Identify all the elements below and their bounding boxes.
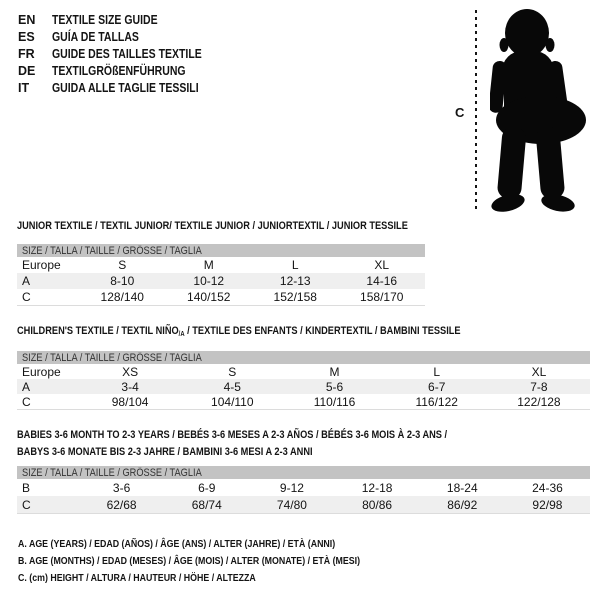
size-cell: 98/104	[111, 394, 149, 409]
table-row	[17, 273, 425, 289]
table-grid	[17, 466, 590, 514]
height-label-c: C	[455, 105, 465, 120]
row-label: C	[22, 497, 31, 512]
table-title-text	[17, 444, 313, 461]
title-segment: / TEXTILE DES ENFANTS / KINDERTEXTIL / BAMBINI TESSILE	[184, 325, 461, 337]
table-subheader-bar	[17, 466, 590, 479]
language-row	[18, 12, 230, 29]
size-cell: M	[203, 258, 214, 272]
language-row	[18, 46, 230, 63]
size-cell: 5-6	[325, 379, 344, 394]
table-grid	[17, 351, 590, 410]
title-segment: BABIES 3-6 MONTH TO 2-3 YEARS / BEBÉS 3-6 MESES A 2-3 AÑOS / BÉBÉS 3-6 MOIS À 2-3 ANS /	[17, 429, 448, 441]
table-subheader: SIZE / TALLA / TAILLE / GRÖSSE / TAGLIA	[22, 466, 202, 479]
height-dashed-line	[475, 10, 477, 213]
size-cell: 4-5	[223, 379, 241, 394]
table-row	[17, 379, 590, 394]
table-title	[17, 427, 590, 461]
size-cell: 14-16	[366, 274, 398, 288]
size-cell: XL	[374, 258, 390, 272]
row-label: B	[22, 480, 31, 495]
row-label: A	[22, 274, 31, 288]
title-segment: CHILDREN'S TEXTILE / TEXTIL NIÑO	[17, 325, 179, 337]
title-segment: JUNIOR TEXTILE / TEXTIL JUNIOR/ TEXTILE JUNIOR / JUNIORTEXTIL / JUNIOR TESSILE	[17, 220, 408, 232]
language-code: FR	[18, 47, 35, 61]
size-cell: 158/170	[360, 290, 404, 304]
language-row	[18, 29, 230, 46]
subscript-text: /A	[178, 331, 185, 338]
size-cell: 74/80	[276, 497, 307, 512]
size-cell: 8-10	[110, 274, 135, 288]
footnote-text: B. AGE (MONTHS) / EDAD (MESES) / ÂGE (MOIS) / ALTER (MONATE) / ETÀ (MESI)	[18, 555, 361, 567]
language-code: EN	[18, 13, 36, 27]
size-cell: 140/152	[187, 290, 231, 304]
size-cell: 86/92	[447, 497, 478, 512]
footnote	[18, 570, 425, 587]
size-cell: 18-24	[446, 480, 478, 495]
size-cell: XS	[122, 364, 139, 379]
footnote	[18, 536, 425, 553]
size-table-babies	[17, 427, 590, 514]
size-cell: S	[228, 364, 237, 379]
table-rows	[17, 257, 425, 305]
size-cell: 152/158	[273, 290, 317, 304]
size-cell: 128/140	[100, 290, 144, 304]
table-title-text	[17, 325, 461, 341]
table-subheader: SIZE / TALLA / TAILLE / GRÖSSE / TAGLIA	[22, 244, 202, 257]
size-cell: 7-8	[530, 379, 548, 394]
language-label: TEXTILE SIZE GUIDE	[52, 13, 158, 27]
table-row	[17, 289, 425, 305]
size-cell: 6-9	[198, 480, 216, 495]
size-cell: M	[329, 364, 340, 379]
table-title-line	[17, 220, 425, 233]
size-cell: XL	[531, 364, 547, 379]
size-cell: 12-13	[279, 274, 311, 288]
title-segment: BABYS 3-6 MONATE BIS 2-3 JAHRE / BAMBINI 3-6 MESI A 2-3 ANNI	[17, 446, 313, 458]
footnote	[18, 553, 425, 570]
language-code: IT	[18, 81, 30, 95]
table-title	[17, 325, 590, 338]
table-row	[17, 479, 590, 496]
size-cell: 9-12	[279, 480, 304, 495]
row-label: C	[22, 290, 31, 304]
size-cell: 122/128	[517, 394, 561, 409]
footnote-text: A. AGE (YEARS) / EDAD (AÑOS) / ÂGE (ANS) / ALTER (JAHRE) / ETÀ (ANNI)	[18, 538, 336, 550]
size-cell: 62/68	[106, 497, 137, 512]
table-title-line	[17, 427, 590, 444]
size-cell: 10-12	[193, 274, 225, 288]
row-label: Europe	[22, 258, 61, 272]
table-title-line	[17, 444, 590, 461]
language-list	[18, 12, 230, 97]
table-row	[17, 364, 590, 379]
table-subheader: SIZE / TALLA / TAILLE / GRÖSSE / TAGLIA	[22, 351, 202, 364]
size-cell: 12-18	[361, 480, 393, 495]
size-table-junior	[17, 220, 425, 306]
table-grid	[17, 244, 425, 306]
table-subheader-bar	[17, 244, 425, 257]
row-label: C	[22, 394, 31, 409]
size-cell: 110/116	[313, 394, 356, 409]
size-cell: 24-36	[532, 480, 563, 495]
size-cell: 3-6	[112, 480, 131, 495]
baby-silhouette-icon	[490, 7, 594, 217]
size-cell: 104/110	[211, 394, 254, 409]
size-cell: 6-7	[428, 379, 446, 394]
language-code: ES	[18, 30, 35, 44]
size-cell: 80/86	[362, 497, 393, 512]
size-cell: 68/74	[191, 497, 222, 512]
table-row	[17, 496, 590, 513]
size-cell: L	[291, 258, 299, 272]
table-rows	[17, 364, 590, 409]
size-cell: 116/122	[415, 394, 458, 409]
language-label: GUIDA ALLE TAGLIE TESSILI	[52, 81, 199, 95]
table-title-text	[17, 427, 447, 444]
size-table-children	[17, 325, 590, 410]
language-row	[18, 63, 230, 80]
table-rows	[17, 479, 590, 513]
table-title-line	[17, 325, 590, 338]
language-label: GUIDE DES TAILLES TEXTILE	[52, 47, 202, 61]
table-title-text	[17, 220, 408, 233]
language-code: DE	[18, 64, 36, 78]
footnote-text: C. (cm) HEIGHT / ALTURA / HAUTEUR / HÖHE / ALTEZZA	[18, 572, 256, 584]
table-row	[17, 394, 590, 409]
table-title	[17, 220, 425, 233]
size-cell: S	[118, 258, 127, 272]
table-subheader-bar	[17, 351, 590, 364]
size-cell: L	[433, 364, 441, 379]
footnote-legend	[18, 536, 425, 587]
language-label: TEXTILGRÖßENFÜHRUNG	[52, 64, 186, 78]
row-label: A	[22, 379, 31, 394]
size-cell: 92/98	[532, 497, 563, 512]
language-label: GUÍA DE TALLAS	[52, 30, 139, 44]
size-cell: 3-4	[121, 379, 139, 394]
row-label: Europe	[22, 364, 61, 379]
table-row	[17, 257, 425, 273]
language-row	[18, 80, 230, 97]
